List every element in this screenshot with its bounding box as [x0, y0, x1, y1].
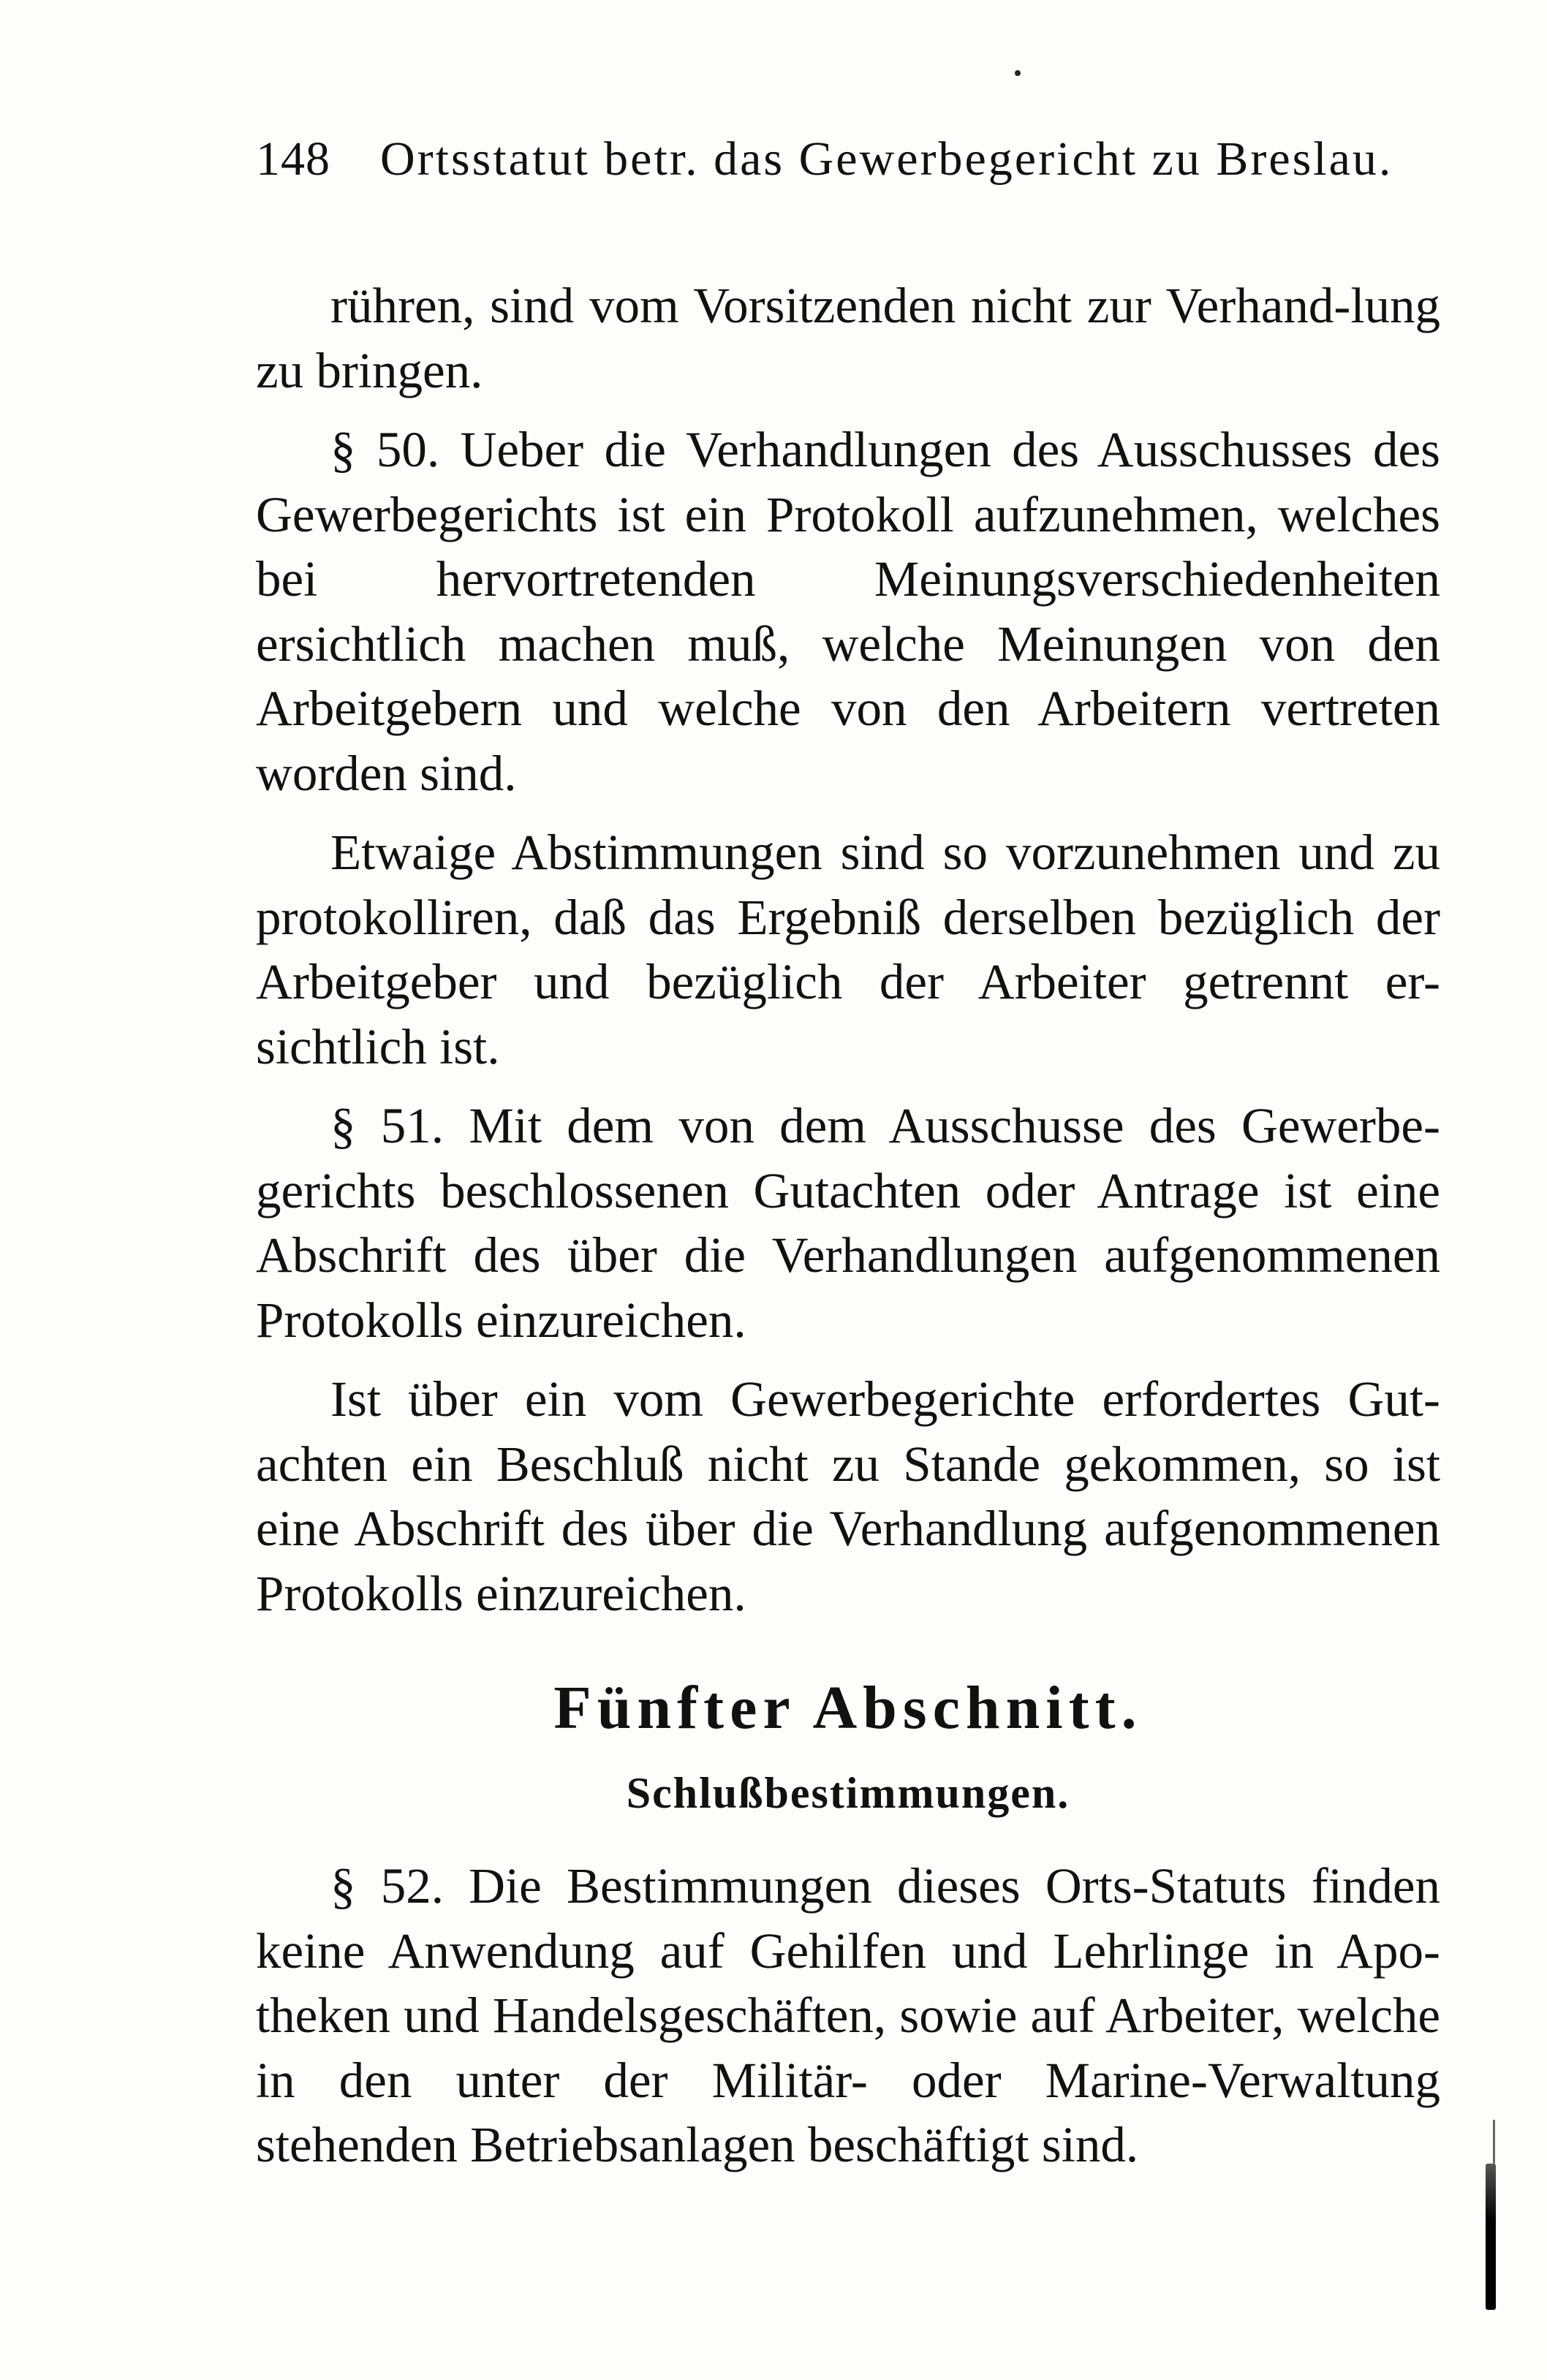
- chapter-subheading: Schlußbestimmungen.: [626, 1769, 1070, 1817]
- paragraph-section-52: § 52. Die Bestimmungen dieses Orts-Statuts finden keine Anwendung auf Gehilfen und Lehrlinge in Apo-theken und Handelsgeschäften, sowie auf Arbeiter, welche in den unter der Militär- oder Marine-Verwaltung stehenden Betriebsanlagen beschäftigt sind.: [256, 1858, 1440, 2172]
- paragraph-continuation: rühren, sind vom Vorsitzenden nicht zur Verhand-lung zu bringen.: [256, 278, 1440, 398]
- paragraph-section-50: § 50. Ueber die Verhandlungen des Ausschusses des Gewerbegerichts ist ein Protokoll aufzunehmen, welches bei hervortretenden Meinungsverschiedenheiten ersichtlich machen muß, welche Meinungen von den Arbeitgebern und welche von den Arbeitern vertreten worden sind.: [256, 422, 1440, 801]
- paragraph-voting: Etwaige Abstimmungen sind so vorzunehmen und zu protokolliren, daß das Ergebniß derselben bezüglich der Arbeitgeber und bezüglich der Arbeiter getrennt er-sichtlich ist.: [256, 825, 1440, 1075]
- paragraph-opinion: Ist über ein vom Gewerbegerichte erfordertes Gut-achten ein Beschluß nicht zu Stande gekommen, so ist eine Abschrift des über die Verhandlung aufgenommenen Protokolls einzureichen.: [256, 1371, 1440, 1621]
- chapter-heading: Fünfter Abschnitt.: [553, 1674, 1143, 1742]
- scan-speck: [1015, 70, 1021, 76]
- running-header: [256, 132, 1440, 187]
- page-edge-mark: [1486, 2164, 1496, 2310]
- page-number: 148: [256, 132, 330, 186]
- paragraph-section-51: § 51. Mit dem von dem Ausschusse des Gewerbe-gerichts beschlossenen Gutachten oder Antrage ist eine Abschrift des über die Verhandlungen aufgenommenen Protokolls einzureichen.: [256, 1098, 1440, 1348]
- running-title: Ortsstatut betr. das Gewerbegericht zu Breslau.: [380, 132, 1393, 186]
- book-page: [256, 132, 1440, 2324]
- page-edge-mark-thin: [1493, 2120, 1495, 2164]
